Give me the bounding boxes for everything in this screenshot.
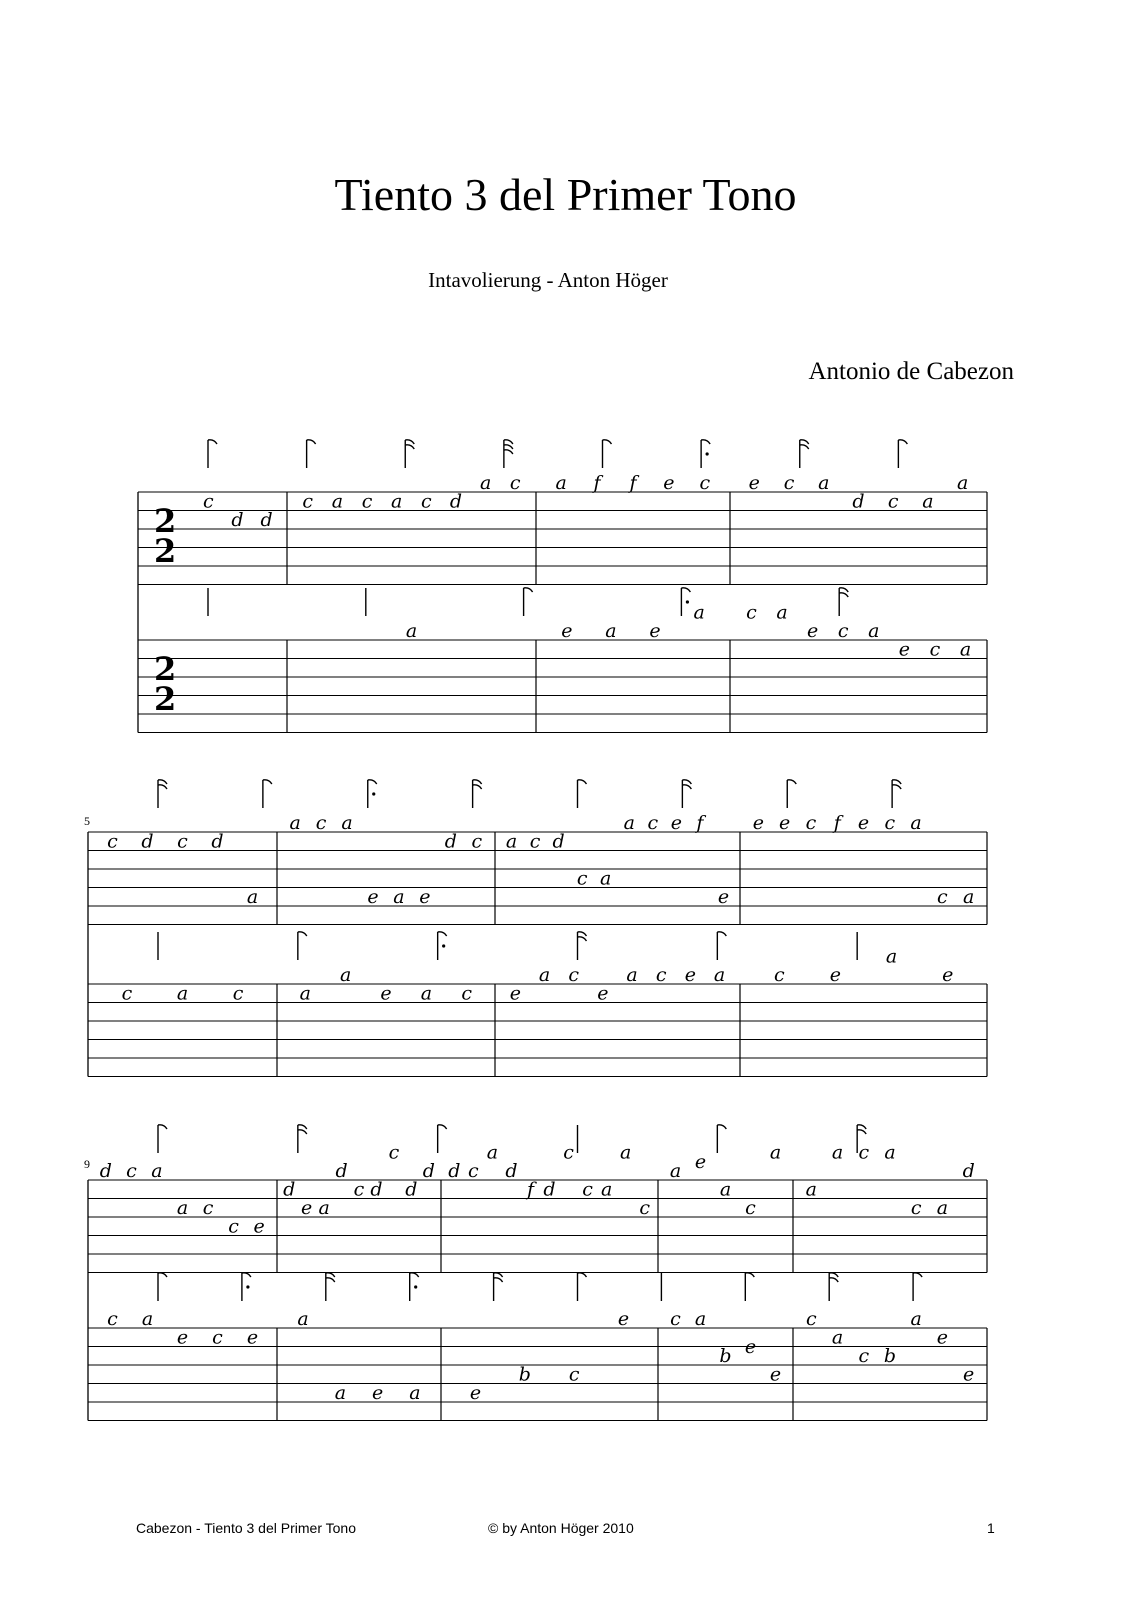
tab-letter: c xyxy=(884,812,896,834)
tab-letter: d xyxy=(444,830,457,853)
tab-letter: e xyxy=(372,1382,384,1404)
rhythm-flag-hook xyxy=(913,1273,922,1277)
tab-letter: d xyxy=(449,490,463,513)
tab-letter: d xyxy=(141,830,154,853)
rhythm-flag-hook xyxy=(578,1273,587,1277)
tab-letter: e xyxy=(380,982,392,1005)
tab-letter: a xyxy=(831,1141,844,1164)
tab-letter: a xyxy=(420,982,433,1005)
tab-letter: c xyxy=(461,982,473,1005)
tab-letter: e xyxy=(779,812,791,834)
tab-letter: d xyxy=(211,830,224,853)
rhythm-flag-hook xyxy=(682,780,691,784)
rhythm-dot xyxy=(686,600,689,603)
tab-letter: c xyxy=(388,1141,400,1164)
rhythm-dot xyxy=(442,944,445,947)
rhythm-flag-hook xyxy=(494,1273,503,1277)
page-number: 1 xyxy=(987,1520,995,1536)
tab-letter: a xyxy=(910,1308,922,1330)
tab-letter: e xyxy=(752,812,765,834)
tab-letter: e xyxy=(663,472,675,494)
tab-letter: a xyxy=(884,1141,896,1164)
rhythm-dot xyxy=(246,1285,249,1288)
rhythm-flag-hook xyxy=(717,932,726,936)
rhythm-flag-hook xyxy=(504,440,513,444)
rhythm-flag-hook xyxy=(681,588,690,592)
tab-letter: c xyxy=(773,964,785,986)
tab-letter: d xyxy=(422,1160,435,1182)
tab-letter: c xyxy=(361,490,373,513)
tab-letter: d xyxy=(505,1160,518,1182)
tab-letter: b xyxy=(719,1345,732,1367)
rhythm-flag-hook xyxy=(494,1278,503,1282)
tab-letter: c xyxy=(468,1160,479,1182)
rhythm-flag-hook xyxy=(158,1273,167,1277)
tab-letter: a xyxy=(479,472,492,494)
rhythm-flag-hook xyxy=(857,1130,866,1134)
tab-letter: a xyxy=(600,867,612,890)
tab-letter: c xyxy=(746,601,757,624)
tab-letter: d xyxy=(283,1178,296,1201)
tab-letter: a xyxy=(910,812,922,834)
rhythm-flag-hook xyxy=(438,932,447,936)
tab-letter: a xyxy=(959,638,972,661)
tab-letter: c xyxy=(639,1197,651,1219)
rhythm-flag-hook xyxy=(326,1273,335,1277)
tab-letter: a xyxy=(626,964,638,986)
tab-letter: c xyxy=(202,1197,214,1219)
rhythm-flag-hook xyxy=(839,593,848,597)
tab-letter: d xyxy=(260,509,273,531)
tab-letter: e xyxy=(419,886,431,908)
tab-letter: a xyxy=(486,1141,499,1164)
tab-letter: d xyxy=(543,1178,556,1201)
tab-letter: c xyxy=(471,830,483,853)
tab-letter: a xyxy=(151,1160,163,1182)
tab-letter: e xyxy=(806,620,819,642)
tab-letter: a xyxy=(555,472,567,494)
tab-letter: e xyxy=(176,1326,189,1349)
tab-letter: c xyxy=(806,1308,817,1330)
rhythm-flag-hook xyxy=(892,780,901,784)
tab-letter: a xyxy=(623,812,635,834)
tab-letter: a xyxy=(176,1197,189,1219)
tab-letter: c xyxy=(929,638,941,661)
tab-letter: c xyxy=(568,964,580,986)
rhythm-flag-hook xyxy=(829,1273,838,1277)
tab-letter: d xyxy=(405,1178,418,1201)
tab-letter: b xyxy=(883,1345,897,1367)
rhythm-flag-hook xyxy=(892,785,901,789)
tab-letter: a xyxy=(538,964,551,986)
tab-letter: a xyxy=(957,472,969,494)
tab-letter: c xyxy=(107,1308,118,1330)
tab-letter: a xyxy=(318,1197,330,1219)
rhythm-flag-hook xyxy=(578,937,587,941)
tab-letter: e xyxy=(597,982,609,1005)
tab-letter: c xyxy=(887,490,899,513)
rhythm-flag-hook xyxy=(158,780,167,784)
tab-letter: a xyxy=(393,886,405,908)
rhythm-flag-hook xyxy=(701,440,710,444)
tab-letter: e xyxy=(769,1363,782,1386)
rhythm-flag-hook xyxy=(208,440,217,444)
tab-letter: c xyxy=(837,620,849,642)
tab-letter: a xyxy=(962,886,975,908)
rhythm-flag-hook xyxy=(800,445,809,449)
tab-letter: c xyxy=(858,1345,870,1367)
tab-letter: a xyxy=(600,1178,613,1201)
tab-letter: a xyxy=(818,472,830,494)
rhythm-dot xyxy=(372,792,375,795)
tab-letter: a xyxy=(805,1178,818,1201)
tab-letter: c xyxy=(670,1308,681,1330)
rhythm-flag-hook xyxy=(800,440,809,444)
tab-letter: c xyxy=(121,982,133,1005)
tab-letter: a xyxy=(409,1382,421,1404)
tab-letter: c xyxy=(655,964,667,986)
measure-number: 9 xyxy=(84,1157,90,1171)
rhythm-flag-hook xyxy=(298,932,307,936)
tab-letter: e xyxy=(509,982,522,1005)
composer-name: Antonio de Cabezon xyxy=(808,358,1014,385)
rhythm-flag-hook xyxy=(504,445,513,449)
tab-letter: e xyxy=(561,620,573,642)
tab-letter: e xyxy=(253,1215,265,1238)
tab-letter: a xyxy=(339,964,352,986)
rhythm-flag-hook xyxy=(603,440,612,444)
rhythm-flag-hook xyxy=(504,450,513,454)
rhythm-flag-hook xyxy=(158,1125,167,1129)
tab-letter: b xyxy=(518,1363,531,1386)
tab-letter: e xyxy=(717,886,730,908)
tab-letter: a xyxy=(334,1382,347,1404)
tab-letter: a xyxy=(694,1308,707,1330)
rhythm-flag-hook xyxy=(438,1125,447,1129)
tab-letter: e xyxy=(744,1335,757,1358)
tab-letter: c xyxy=(228,1215,239,1238)
tab-letter: a xyxy=(289,812,301,834)
tab-letter: f xyxy=(526,1178,534,1201)
rhythm-flag-hook xyxy=(158,785,167,789)
rhythm-flag-hook xyxy=(578,932,587,936)
tab-letter: a xyxy=(719,1178,732,1201)
tab-letter: a xyxy=(605,620,617,642)
tab-letter: c xyxy=(805,812,817,834)
tab-letter: e xyxy=(469,1382,482,1404)
tab-letter: a xyxy=(176,982,189,1005)
tab-letter: c xyxy=(420,490,432,513)
rhythm-flag-hook xyxy=(405,440,414,444)
tab-letter: c xyxy=(576,867,588,890)
time-signature-bottom: 2 xyxy=(154,532,177,570)
rhythm-flag-hook xyxy=(857,1125,866,1129)
tab-letter: d xyxy=(552,830,565,853)
tab-letter: c xyxy=(745,1197,756,1219)
tab-letter: e xyxy=(367,886,379,908)
tab-letter: c xyxy=(203,490,214,513)
tab-letter: e xyxy=(649,620,661,642)
rhythm-flag-hook xyxy=(717,1125,726,1129)
tab-letter: a xyxy=(341,812,353,834)
tab-letter: f xyxy=(833,812,841,834)
rhythm-flag-hook xyxy=(745,1273,754,1277)
tab-letter: e xyxy=(942,964,954,986)
tab-letter: e xyxy=(694,1150,707,1173)
tab-letter: d xyxy=(962,1160,975,1182)
tab-letter: c xyxy=(783,472,795,494)
tab-letter: a xyxy=(619,1141,632,1164)
tab-letter: e xyxy=(898,638,911,661)
tab-letter: c xyxy=(858,1141,870,1164)
time-signature-top: 2 xyxy=(154,502,177,540)
tab-letter: e xyxy=(301,1197,313,1219)
tab-letter: f xyxy=(629,472,637,494)
tab-letter: a xyxy=(769,1141,782,1164)
rhythm-flag-hook xyxy=(578,780,587,784)
tab-letter: e xyxy=(684,964,697,986)
tab-letter: c xyxy=(126,1160,137,1182)
footer-copyright: © by Anton Höger 2010 xyxy=(488,1520,634,1536)
tab-letter: f xyxy=(593,472,601,494)
rhythm-flag-hook xyxy=(829,1278,838,1282)
tab-letter: c xyxy=(699,472,711,494)
rhythm-flag-hook xyxy=(898,440,907,444)
rhythm-flag-hook xyxy=(368,780,377,784)
tab-letter: a xyxy=(693,601,705,624)
tab-letter: c xyxy=(353,1178,365,1201)
tab-letter: a xyxy=(885,945,898,968)
tab-letter: c xyxy=(647,812,659,834)
tab-letter: a xyxy=(713,964,726,986)
tab-letter: c xyxy=(509,472,521,494)
rhythm-flag-hook xyxy=(298,1125,307,1129)
tab-letter: c xyxy=(910,1197,922,1219)
tab-letter: c xyxy=(315,812,327,834)
tab-letter: e xyxy=(857,812,870,834)
rhythm-flag-hook xyxy=(524,588,533,592)
tab-letter: a xyxy=(391,490,403,513)
rhythm-flag-hook xyxy=(263,780,272,784)
measure-number: 5 xyxy=(84,814,90,828)
tab-letter: a xyxy=(776,601,788,624)
tab-letter: d xyxy=(99,1160,112,1182)
tab-letter: c xyxy=(568,1363,580,1386)
tab-letter: a xyxy=(831,1326,844,1349)
tab-letter: d xyxy=(852,490,865,513)
rhythm-flag-hook xyxy=(839,588,848,592)
tab-letter: c xyxy=(177,830,188,853)
time-signature-bottom: 2 xyxy=(154,680,177,718)
rhythm-flag-hook xyxy=(326,1278,335,1282)
tab-letter: c xyxy=(582,1178,593,1201)
tab-letter: a xyxy=(936,1197,949,1219)
tab-letter: f xyxy=(696,812,704,834)
page-title: Tiento 3 del Primer Tono xyxy=(334,169,797,220)
tab-letter: e xyxy=(963,1363,975,1386)
rhythm-dot xyxy=(414,1285,417,1288)
tab-letter: a xyxy=(331,490,344,513)
tab-letter: a xyxy=(922,490,934,513)
tab-letter: d xyxy=(335,1160,348,1182)
tab-letter: d xyxy=(448,1160,461,1182)
tab-letter: c xyxy=(302,490,314,513)
subtitle: Intavolierung - Anton Höger xyxy=(428,268,668,292)
tab-letter: c xyxy=(212,1326,223,1349)
tab-letter: c xyxy=(529,830,541,853)
tab-letter: a xyxy=(299,982,311,1005)
tab-letter: e xyxy=(748,472,760,494)
tab-letter: a xyxy=(246,886,259,908)
tab-letter: a xyxy=(868,620,880,642)
tab-letter: a xyxy=(141,1308,154,1330)
rhythm-flag-hook xyxy=(410,1273,419,1277)
tab-letter: e xyxy=(829,964,842,986)
tab-letter: c xyxy=(232,982,244,1005)
tab-letter: a xyxy=(405,620,418,642)
tab-letter: e xyxy=(246,1326,259,1349)
rhythm-flag-hook xyxy=(307,440,316,444)
tab-letter: c xyxy=(563,1141,574,1164)
rhythm-flag-hook xyxy=(682,785,691,789)
tab-letter: e xyxy=(617,1308,630,1330)
tab-letter: a xyxy=(669,1160,682,1182)
footer-title: Cabezon - Tiento 3 del Primer Tono xyxy=(136,1520,356,1536)
tab-letter: e xyxy=(670,812,683,834)
rhythm-flag-hook xyxy=(298,1130,307,1134)
rhythm-flag-hook xyxy=(473,780,482,784)
tab-letter: e xyxy=(936,1326,949,1349)
tab-letter: c xyxy=(937,886,948,908)
rhythm-flag-hook xyxy=(242,1273,251,1277)
time-signature-top: 2 xyxy=(154,650,177,688)
rhythm-flag-hook xyxy=(405,445,414,449)
rhythm-flag-hook xyxy=(787,780,796,784)
tab-letter: d xyxy=(231,509,244,531)
rhythm-dot xyxy=(706,452,709,455)
rhythm-flag-hook xyxy=(473,785,482,789)
tab-letter: d xyxy=(370,1178,383,1201)
tab-letter: a xyxy=(297,1308,309,1330)
tab-letter: c xyxy=(107,830,118,853)
tab-letter: a xyxy=(505,830,518,853)
